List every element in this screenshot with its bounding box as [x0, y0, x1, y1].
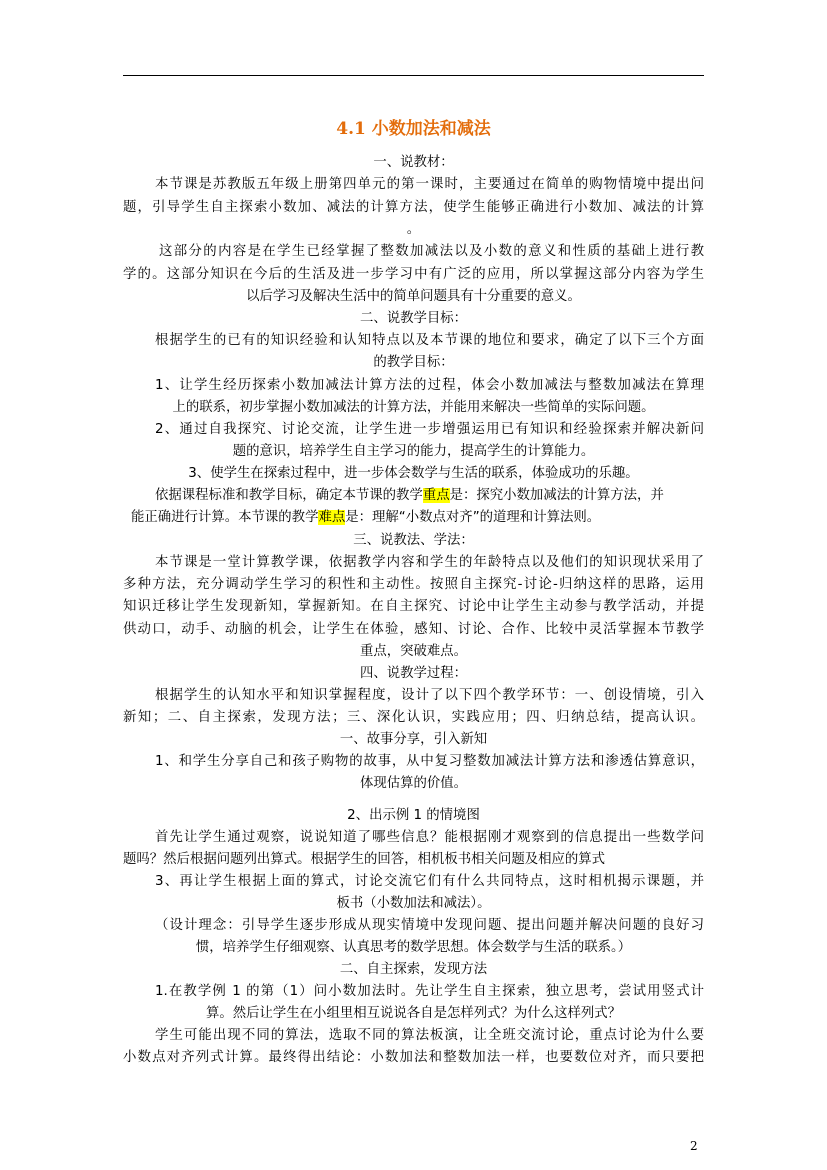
section-heading: 二、说教学目标： — [359, 311, 468, 326]
paragraph-line: 首先让学生通过观察，说说知道了哪些信息？能根据刚才观察到的信息提出一些数学问 — [155, 830, 704, 845]
paragraph-line: 根据学生的认知水平和知识掌握程度，设计了以下四个教学环节：一、创设情境，引入 — [155, 688, 704, 703]
text-run: 能正确进行计算。本节课的教学 — [131, 510, 319, 525]
paragraph-line: 体现估算的价值。 — [359, 776, 468, 791]
paragraph-line: 3、使学生在探索过程中，进一步体会数学与生活的联系，体验成功的乐趣。 — [188, 466, 639, 481]
paragraph-line: 1.在教学例 1 的第（1）问小数加法时。先让学生自主探索，独立思考，尝试用竖式计 — [155, 984, 704, 999]
paragraph-line: （设计理念：引导学生逐步形成从现实情境中发现问题、提出问题并解决问题的良好习 — [155, 918, 704, 933]
text-run: 是：探究小数加减法的计算方法，并 — [449, 488, 664, 503]
paragraph-line: 以后学习及解决生活中的简单问题具有十分重要的意义。 — [246, 289, 581, 304]
paragraph-line: 题，引导学生自主探索小数加、减法的计算方法，使学生能够正确进行小数加、减法的计算 — [123, 200, 704, 215]
paragraph-line: 算。然后让学生在小组里相互说说各自是怎样列式？为什么这样列式？ — [205, 1006, 622, 1021]
paragraph-line — [155, 486, 704, 506]
page-title: 4.1 小数加法和减法 — [336, 119, 491, 139]
text-run: 依据课程标准和教学目标，确定本节课的教学 — [155, 488, 423, 503]
paragraph-line: 多种方法，充分调动学生学习的积性和主动性。按照自主探究-讨论-归纳这样的思路，运用 — [123, 577, 704, 592]
paragraph-line: 学生可能出现不同的算法，选取不同的算法板演，让全班交流讨论，重点讨论为什么要 — [155, 1028, 704, 1043]
paragraph-line: 2、出示例 1 的情境图 — [347, 808, 480, 823]
paragraph-line: 根据学生的已有的知识经验和认知特点以及本节课的地位和要求，确定了以下三个方面 — [155, 333, 704, 348]
paragraph-line: 知识迁移让学生发现新知，掌握新知。在自主探究、讨论中让学生主动参与教学活动，并提 — [123, 599, 704, 614]
paragraph-line: 供动口，动手、动脑的机会，让学生在体验，感知、讨论、合作、比较中灵活掌握本节教学 — [123, 622, 704, 637]
highlight-key-point: 重点 — [422, 488, 450, 503]
paragraph-line: 学的。这部分知识在今后的生活及进一步学习中有广泛的应用，所以掌握这部分内容为学生 — [123, 267, 704, 282]
page-number: 2 — [690, 1139, 698, 1153]
paragraph-line: 题的意识，培养学生自主学习的能力，提高学生的计算能力。 — [232, 444, 595, 459]
subsection-heading: 一、故事分享，引入新知 — [339, 732, 488, 747]
paragraph-line: 。 — [406, 222, 421, 237]
paragraph-line: 本节课是一堂计算教学课，依据教学内容和学生的年龄特点以及他们的知识现状采用了 — [155, 555, 704, 570]
paragraph-line: 本节课是苏教版五年级上册第四单元的第一课时，主要通过在简单的购物情境中提出问 — [155, 177, 704, 192]
text-run: 是：理解“小数点对齐”的道理和计算法则。 — [345, 510, 601, 525]
paragraph-line: 板书（小数加法和减法）。 — [336, 896, 491, 911]
paragraph-line: 这部分的内容是在学生已经掌握了整数加减法以及小数的意义和性质的基础上进行教 — [159, 244, 704, 259]
paragraph-line: 新知；二、自主探索，发现方法；三、深化认识，实践应用；四、归纳总结，提高认识。 — [123, 710, 704, 725]
paragraph-line: 惯，培养学生仔细观察、认真思考的数学思想。体会数学与生活的联系。） — [195, 940, 632, 955]
subsection-heading: 二、自主探索，发现方法 — [339, 962, 488, 977]
header-rule — [123, 75, 704, 76]
highlight-difficult-point: 难点 — [318, 510, 346, 525]
paragraph-line: 重点，突破难点。 — [359, 644, 468, 659]
paragraph-line: 的教学目标： — [373, 355, 454, 370]
section-heading: 三、说教法、学法： — [353, 533, 474, 548]
section-heading: 四、说教学过程： — [359, 666, 468, 681]
paragraph-line: 1、让学生经历探索小数加减法计算方法的过程，体会小数加减法与整数加减法在算理 — [155, 378, 704, 393]
paragraph-line — [131, 508, 704, 528]
paragraph-line: 3、再让学生根据上面的算式，讨论交流它们有什么共同特点，这时相机揭示课题，并 — [155, 874, 704, 889]
paragraph-line: 小数点对齐列式计算。最终得出结论：小数加法和整数加法一样，也要数位对齐，而只要把 — [123, 1050, 704, 1065]
paragraph-line: 题吗？然后根据问题列出算式。根据学生的回答，相机板书相关问题及相应的算式 — [123, 852, 606, 867]
paragraph-line: 上的联系，初步掌握小数加减法的计算方法，并能用来解决一些简单的实际问题。 — [172, 400, 655, 415]
section-heading: 一、说教材： — [373, 155, 454, 170]
paragraph-line: 1、和学生分享自己和孩子购物的故事，从中复习整数加减法计算方法和渗透估算意识， — [155, 754, 704, 769]
paragraph-line: 2、通过自我探究、讨论交流，让学生进一步增强运用已有知识和经验探索并解决新问 — [155, 422, 704, 437]
